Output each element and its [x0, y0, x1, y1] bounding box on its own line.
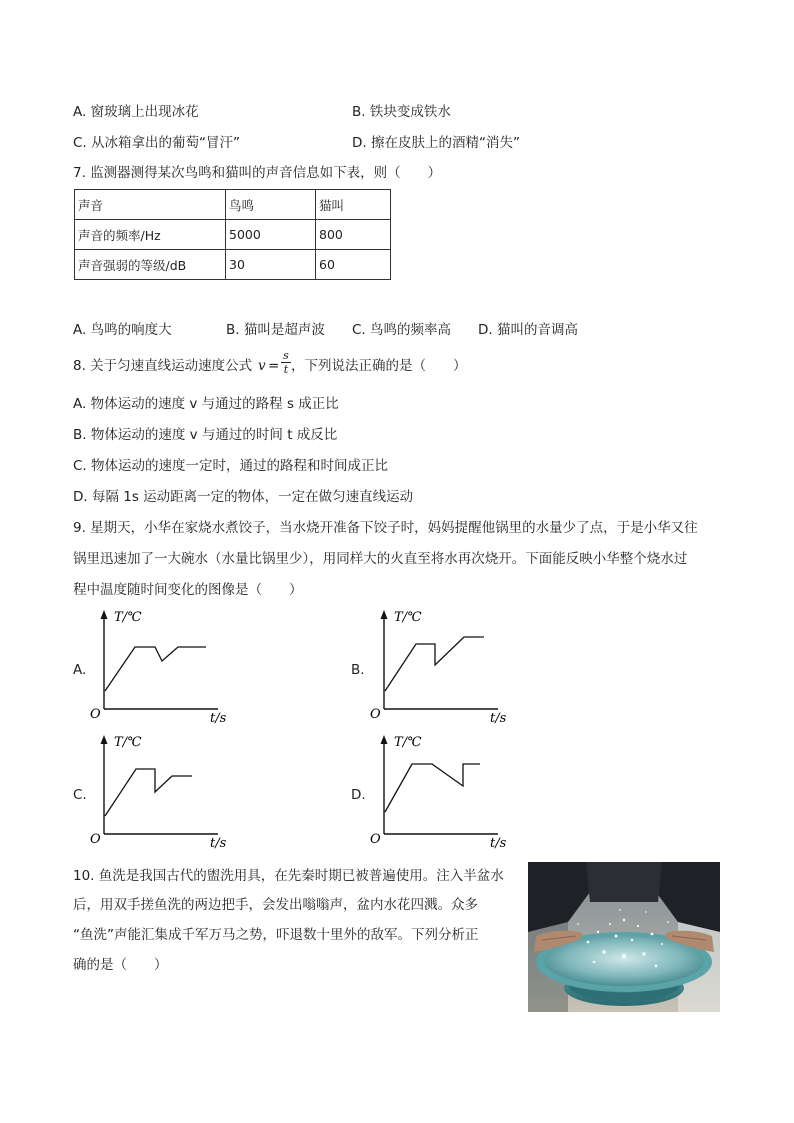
q10-stem-line3: “鱼洗”声能汇集成千军万马之势，吓退数十里外的敌军。下列分析正	[73, 927, 479, 943]
sound-info-table	[74, 189, 391, 280]
graph-a-curve	[105, 647, 206, 691]
table-cell: 60	[316, 250, 391, 280]
graph-c	[88, 732, 318, 856]
q6-option-d: D. 擦在皮肤上的酒精“消失”	[352, 135, 520, 151]
graph-d-x-label: t/s	[490, 836, 507, 851]
table-cell: 800	[316, 220, 391, 250]
q6-option-c: C. 从冰箱拿出的葡萄“冒汗”	[73, 135, 240, 151]
q7-option-d: D. 猫叫的音调高	[478, 322, 578, 338]
q8-stem-suffix: ，下列说法正确的是（ ）	[291, 358, 467, 374]
q10-stem-line4: 确的是（ ）	[73, 957, 168, 973]
graph-b-origin: O	[370, 707, 381, 722]
graph-b-y-label: T/℃	[394, 610, 422, 625]
formula-v: v	[258, 358, 266, 374]
graph-b-label: B.	[351, 662, 365, 678]
table-cell: 声音	[75, 190, 226, 220]
graph-a-label: A.	[73, 662, 87, 678]
q9-stem-line3: 程中温度随时间变化的图像是（ ）	[73, 582, 303, 598]
formula-fraction	[281, 349, 291, 376]
q6-option-b: B. 铁块变成铁水	[352, 104, 451, 120]
graph-a	[88, 607, 318, 731]
graph-c-label: C.	[73, 787, 87, 803]
q7-option-b: B. 猫叫是超声波	[226, 322, 325, 338]
q7-option-a: A. 鸟鸣的响度大	[73, 322, 172, 338]
table-row	[75, 250, 391, 280]
graph-a-origin: O	[90, 707, 101, 722]
q9-stem-line2: 锅里迅速加了一大碗水（水量比锅里少），用同样大的火直至将水再次烧开。下面能反映小华整个烧水过	[73, 551, 688, 567]
graph-d-origin: O	[370, 832, 381, 847]
table-cell: 声音的频率/Hz	[75, 220, 226, 250]
graph-c-x-label: t/s	[210, 836, 227, 851]
q7-option-c: C. 鸟鸣的频率高	[352, 322, 452, 338]
graph-c-curve	[105, 769, 192, 816]
graph-c-origin: O	[90, 832, 101, 847]
formula-denominator: t	[283, 363, 289, 376]
q10-stem-line1: 10. 鱼洗是我国古代的盥洗用具，在先秦时期已被普遍使用。注入半盆水	[73, 868, 504, 884]
graph-d-label: D.	[351, 787, 366, 803]
q6-option-a: A. 窗玻璃上出现冰花	[73, 104, 199, 120]
q7-stem: 7. 监测器测得某次鸟鸣和猫叫的声音信息如下表，则（ ）	[73, 165, 442, 181]
formula-numerator: s	[283, 349, 289, 362]
q9-stem-line1: 9. 星期天，小华在家烧水煮饺子，当水烧开准备下饺子时，妈妈提醒他锅里的水量少了点，于是小华又往	[73, 520, 698, 536]
table-cell: 5000	[226, 220, 316, 250]
q8-option-c: C. 物体运动的速度一定时，通过的路程和时间成正比	[73, 458, 389, 474]
fish-basin-photo	[528, 862, 720, 1012]
graph-a-x-label: t/s	[210, 711, 227, 726]
q8-option-d: D. 每隔 1s 运动距离一定的物体，一定在做匀速直线运动	[73, 489, 414, 505]
q10-stem-line2: 后，用双手搓鱼洗的两边把手，会发出嗡嗡声，盆内水花四溅。众多	[73, 897, 478, 913]
graph-a-y-label: T/℃	[114, 610, 142, 625]
table-row	[75, 220, 391, 250]
graph-b	[368, 607, 598, 731]
q8-option-b: B. 物体运动的速度 v 与通过的时间 t 成反比	[73, 427, 338, 443]
formula-equals: =	[268, 358, 280, 374]
table-cell: 猫叫	[316, 190, 391, 220]
table-cell: 鸟鸣	[226, 190, 316, 220]
table-cell: 声音强弱的等级/dB	[75, 250, 226, 280]
table-header-row	[75, 190, 391, 220]
graph-d	[368, 732, 598, 856]
table-cell: 30	[226, 250, 316, 280]
graph-b-curve	[385, 637, 484, 691]
graph-d-y-label: T/℃	[394, 735, 422, 750]
graph-d-curve	[385, 764, 480, 812]
q8-option-a: A. 物体运动的速度 v 与通过的路程 s 成正比	[73, 396, 339, 412]
graph-c-y-label: T/℃	[114, 735, 142, 750]
q8-stem-prefix: 8. 关于匀速直线运动速度公式	[73, 358, 253, 374]
graph-b-x-label: t/s	[490, 711, 507, 726]
